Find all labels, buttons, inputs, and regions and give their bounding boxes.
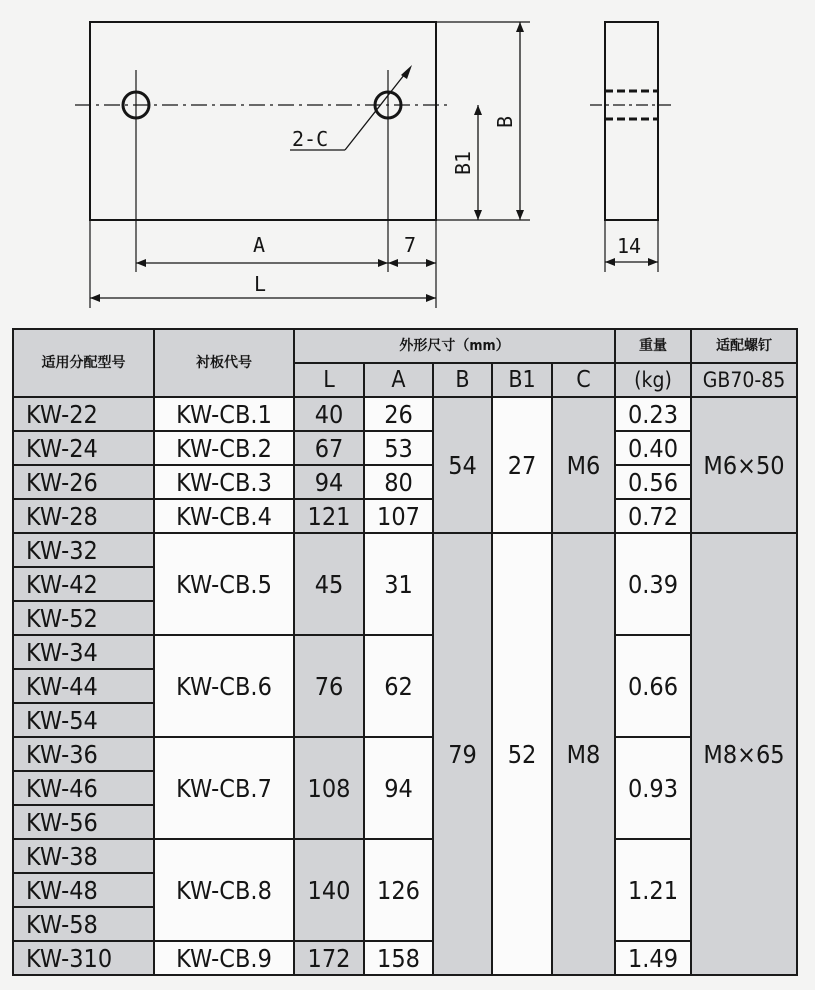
- liner-plate-front-view: [90, 22, 436, 220]
- model-cell: KW-24: [13, 431, 154, 465]
- liner-code: KW-CB.8: [154, 839, 294, 941]
- liner-code: KW-CB.1: [154, 397, 294, 431]
- dim-A-value: 26: [364, 397, 433, 431]
- dim-A-value: 158: [364, 941, 433, 975]
- dim-B-value: 79: [433, 533, 492, 975]
- dim-C-value: M8: [552, 533, 615, 975]
- dim-label-7: 7: [404, 233, 417, 257]
- technical-drawing: [0, 0, 815, 325]
- dim-label-B: B: [493, 115, 517, 128]
- weight-value: 0.39: [615, 533, 691, 635]
- header-C: C: [552, 363, 615, 397]
- model-cell: KW-42: [13, 567, 154, 601]
- model-cell: KW-36: [13, 737, 154, 771]
- dim-label-L: L: [254, 272, 267, 296]
- spec-table: [12, 328, 798, 976]
- screw-value: M6×50: [691, 397, 797, 533]
- model-cell: KW-58: [13, 907, 154, 941]
- header-B1: B1: [492, 363, 552, 397]
- dim-L-value: 108: [294, 737, 364, 839]
- dim-A-value: 62: [364, 635, 433, 737]
- dim-L-value: 94: [294, 465, 364, 499]
- dim-B-value: 54: [433, 397, 492, 533]
- screw-value: M8×65: [691, 533, 797, 975]
- header-B: B: [433, 363, 492, 397]
- header-weight-unit: (kg): [615, 363, 691, 397]
- weight-value: 0.93: [615, 737, 691, 839]
- liner-plate-side-view: [605, 22, 658, 220]
- header-A: A: [364, 363, 433, 397]
- dim-A-value: 31: [364, 533, 433, 635]
- dim-L-value: 140: [294, 839, 364, 941]
- weight-value: 0.72: [615, 499, 691, 533]
- header-dims: 外形尺寸（mm）: [294, 329, 615, 363]
- weight-value: 0.23: [615, 397, 691, 431]
- header-weight-title: 重量: [615, 329, 691, 363]
- liner-code: KW-CB.7: [154, 737, 294, 839]
- header-liner: 衬板代号: [154, 329, 294, 397]
- dim-A-value: 94: [364, 737, 433, 839]
- model-cell: KW-310: [13, 941, 154, 975]
- model-cell: KW-28: [13, 499, 154, 533]
- dim-A-value: 107: [364, 499, 433, 533]
- liner-code: KW-CB.4: [154, 499, 294, 533]
- model-cell: KW-22: [13, 397, 154, 431]
- dim-C-value: M6: [552, 397, 615, 533]
- model-cell: KW-48: [13, 873, 154, 907]
- dim-L-value: 45: [294, 533, 364, 635]
- dim-L-value: 172: [294, 941, 364, 975]
- dim-A-value: 126: [364, 839, 433, 941]
- liner-code: KW-CB.3: [154, 465, 294, 499]
- dim-label-14: 14: [617, 234, 642, 258]
- weight-value: 0.40: [615, 431, 691, 465]
- dim-B1-value: 27: [492, 397, 552, 533]
- weight-value: 1.21: [615, 839, 691, 941]
- dim-L-value: 76: [294, 635, 364, 737]
- model-cell: KW-34: [13, 635, 154, 669]
- dim-label-B1: B1: [451, 150, 475, 175]
- header-model: 适用分配型号: [13, 329, 154, 397]
- dim-label-A: A: [253, 233, 266, 257]
- weight-value: 0.56: [615, 465, 691, 499]
- dim-L-value: 67: [294, 431, 364, 465]
- dim-B1-value: 52: [492, 533, 552, 975]
- model-cell: KW-52: [13, 601, 154, 635]
- header-L: L: [294, 363, 364, 397]
- model-cell: KW-32: [13, 533, 154, 567]
- header-screw-std: GB70-85: [691, 363, 797, 397]
- model-cell: KW-56: [13, 805, 154, 839]
- model-cell: KW-44: [13, 669, 154, 703]
- dim-L-value: 40: [294, 397, 364, 431]
- liner-code: KW-CB.5: [154, 533, 294, 635]
- model-cell: KW-54: [13, 703, 154, 737]
- liner-code: KW-CB.6: [154, 635, 294, 737]
- model-cell: KW-38: [13, 839, 154, 873]
- hole-label: 2-C: [292, 127, 329, 151]
- model-cell: KW-26: [13, 465, 154, 499]
- liner-code: KW-CB.9: [154, 941, 294, 975]
- weight-value: 0.66: [615, 635, 691, 737]
- model-cell: KW-46: [13, 771, 154, 805]
- dim-A-value: 80: [364, 465, 433, 499]
- header-screw-title: 适配螺钉: [691, 329, 797, 363]
- dim-A-value: 53: [364, 431, 433, 465]
- dim-L-value: 121: [294, 499, 364, 533]
- liner-code: KW-CB.2: [154, 431, 294, 465]
- weight-value: 1.49: [615, 941, 691, 975]
